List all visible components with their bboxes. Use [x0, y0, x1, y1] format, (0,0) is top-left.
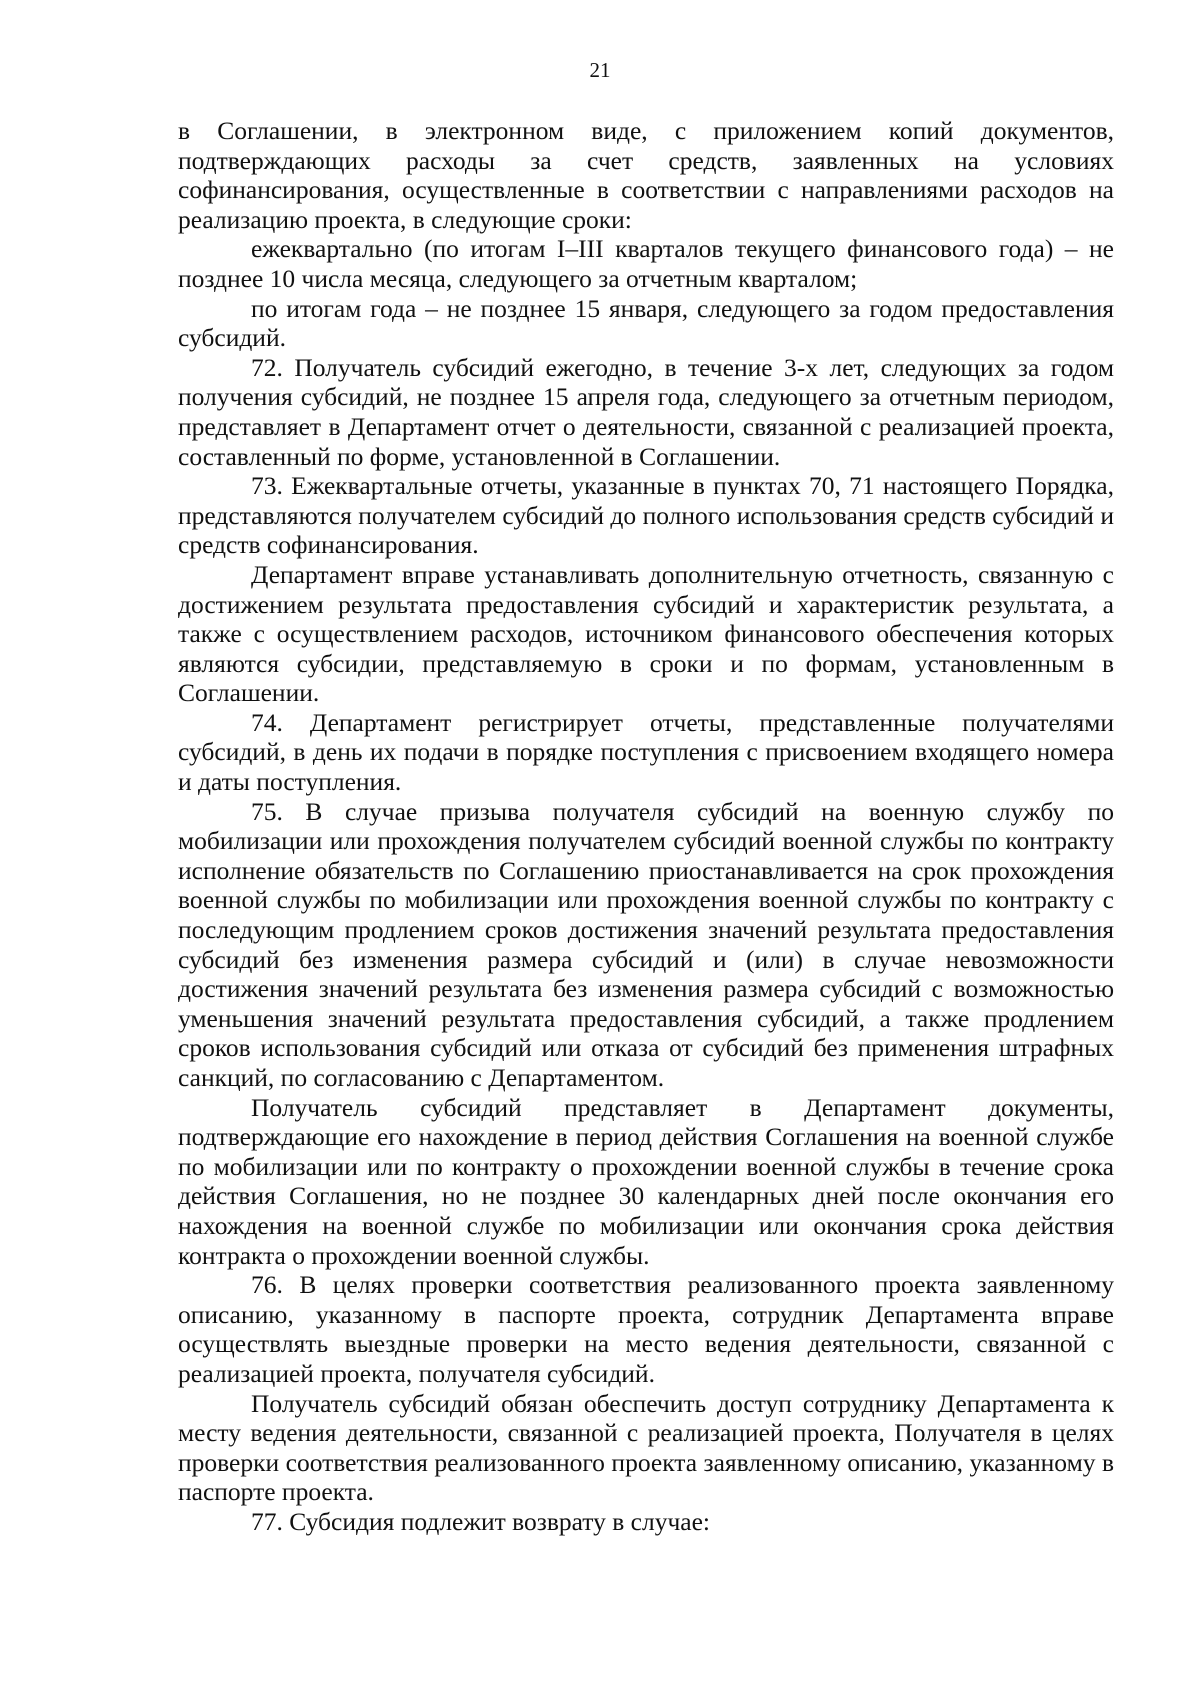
paragraph-77: 77. Субсидия подлежит возврату в случае:: [251, 1506, 710, 1536]
paragraph-73-additional-reporting: Департамент вправе устанавливать дополнительную отчетность, связанную с достижением результата предоставления субсидий и характеристик результата, а также с осуществлением расходов, источником финансового обеспечения которых являются субсидии, представляемую в сроки и по формам, установленным в Соглашении.: [178, 559, 1114, 708]
paragraph-76-access: Получатель субсидий обязан обеспечить доступ сотруднику Департамента к месту ведения деятельности, связанной с реализацией проекта, Получателя в целях проверки соответствия реализованного проекта заявленному описанию, указанному в паспорте проекта.: [178, 1388, 1114, 1507]
paragraph-75: 75. В случае призыва получателя субсидий на военную службу по мобилизации или прохождения получателем субсидий военной службы по контракту исполнение обязательств по Соглашению приостанавливается на срок прохождения военной службы по мобилизации или прохождения военной службы по контракту с последующим продлением сроков достижения значений результата предоставления субсидий без изменения размера субсидий и (или) в случае невозможности достижения значений результата без изменения размера субсидий с возможностью уменьшения значений результата предоставления субсидий, а также продлением сроков использования субсидий или отказа от субсидий без применения штрафных санкций, по согласованию с Департаментом.: [178, 796, 1114, 1092]
paragraph-76: 76. В целях проверки соответствия реализованного проекта заявленному описанию, указанному в паспорте проекта, сотрудник Департамента вправе осуществлять выездные проверки на место ведения деятельности, связанной с реализацией проекта, получателя субсидий.: [178, 1270, 1114, 1388]
paragraph-73: 73. Ежеквартальные отчеты, указанные в пунктах 70, 71 настоящего Порядка, представляются получателем субсидий до полного использования средств субсидий и средств софинансирования.: [178, 471, 1114, 560]
paragraph-74: 74. Департамент регистрирует отчеты, представленные получателями субсидий, в день их подачи в порядке поступления с присвоением входящего номера и даты поступления.: [178, 707, 1114, 797]
paragraph-quarterly-deadline: ежеквартально (по итогам I–III кварталов текущего финансового года) – не позднее 10 числа месяца, следующего за отчетным кварталом;: [178, 234, 1114, 293]
page-number: 21: [589, 58, 611, 82]
paragraph-annual-deadline: по итогам года – не позднее 15 января, следующего за годом предоставления субсидий.: [178, 293, 1114, 353]
paragraph-75-documents: Получатель субсидий представляет в Департамент документы, подтверждающие его нахождение в период действия Соглашения на военной службе по мобилизации или по контракту о прохождении военной службы в течение срока действия Соглашения, но не позднее 30 календарных дней после окончания его нахождения на военной службе по мобилизации или окончания срока действия контракта о прохождении военной службы.: [178, 1092, 1114, 1270]
document-body: [178, 116, 1114, 1537]
paragraph-72: 72. Получатель субсидий ежегодно, в течение 3-х лет, следующих за годом получения субсидий, не позднее 15 апреля года, следующего за отчетным периодом, представляет в Департамент отчет о деятельности, связанной с реализацией проекта, составленный по форме, установленной в Соглашении.: [178, 352, 1114, 471]
paragraph-intro: в Соглашении, в электронном виде, с приложением копий документов, подтверждающих расходы за счет средств, заявленных на условиях софинансирования, осуществленные в соответствии с направлениями расходов на реализацию проекта, в следующие сроки:: [178, 116, 1114, 234]
